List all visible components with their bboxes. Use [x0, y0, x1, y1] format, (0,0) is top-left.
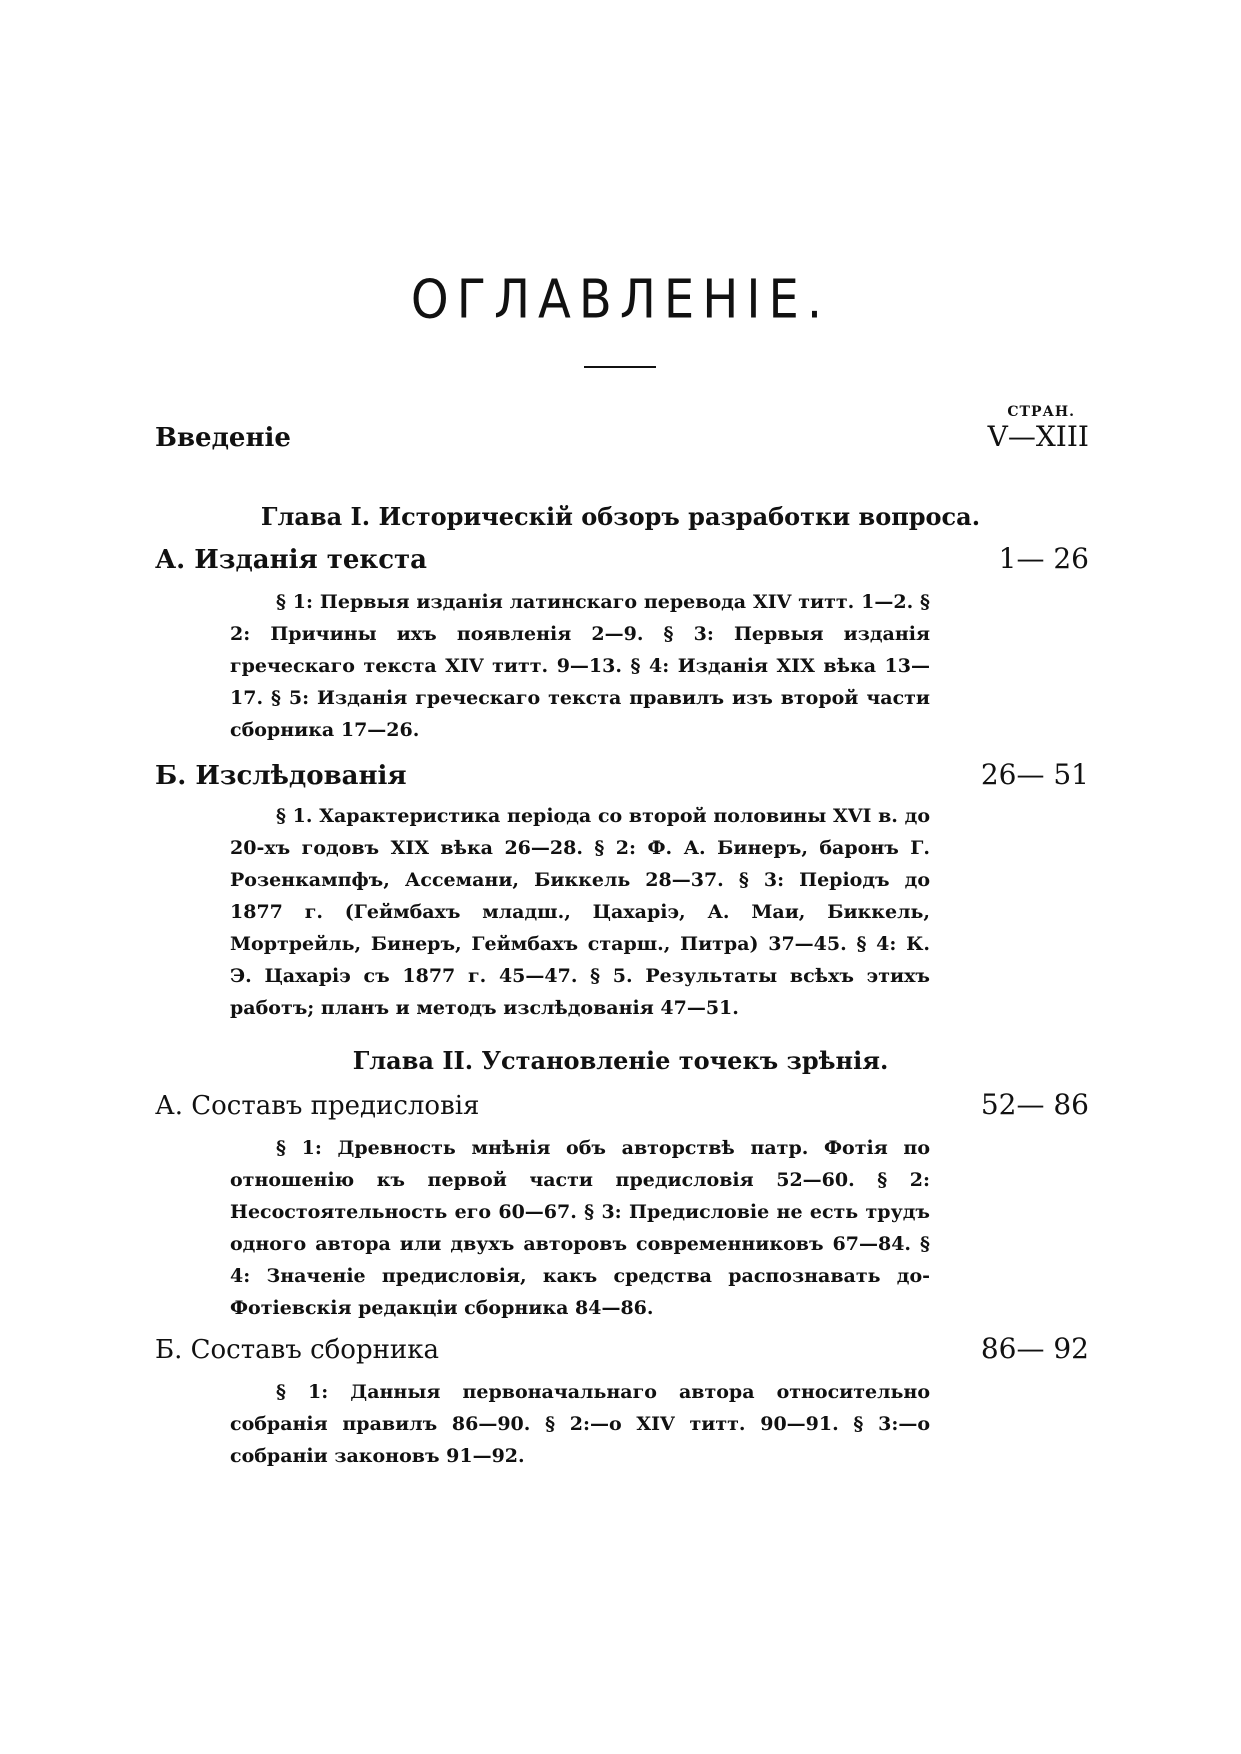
ch2-b-label: Б. Составъ сборника — [155, 1335, 439, 1365]
ch1-a-pages: 1— 26 — [998, 542, 1089, 575]
ch1-b-pages: 26— 51 — [980, 758, 1089, 791]
toc-entry-intro[interactable] — [155, 420, 1089, 453]
toc-entry-ch1-a[interactable] — [155, 542, 1089, 575]
ch2-a-pages: 52— 86 — [980, 1088, 1089, 1121]
ch1-b-label: Б. Изслѣдованія — [155, 761, 407, 791]
intro-pages: V—XIII — [987, 420, 1089, 453]
title-rule — [584, 366, 656, 368]
ch1-a-label: А. Изданія текста — [155, 545, 427, 575]
toc-entry-ch2-a[interactable] — [155, 1088, 1089, 1121]
ch2-a-summary: § 1: Древность мнѣнія объ авторствѣ патр. Фотія по отношенію къ первой части предисловія 52—60. § 2: Несостоятельность его 60—67. § 3: Предисловіе не есть трудъ одного автора или двухъ авторовъ современниковъ 67—84. § 4: Значеніе предисловія, какъ средства распознавать до-Фотіевскія редакціи сборника 84—86. — [230, 1137, 930, 1319]
chapter-2-heading[interactable]: Глава II. Установленіе точекъ зрѣнія. — [352, 1046, 889, 1075]
toc-entry-ch2-b[interactable] — [155, 1332, 1089, 1365]
ch1-a-summary: § 1: Первыя изданія латинскаго перевода XIV титт. 1—2. § 2: Причины ихъ появленія 2—9. § 3: Первыя изданія греческаго текста XIV титт. 9—13. § 4: Изданія XIX вѣка 13—17. § 5: Изданія греческаго текста правилъ изъ второй части сборника 17—26. — [230, 591, 930, 741]
ch2-b-summary: § 1: Данныя первоначальнаго автора относительно собранія правилъ 86—90. § 2:—о XIV титт. 90—91. § 3:—о собраніи законовъ 91—92. — [230, 1381, 930, 1467]
ch2-a-label: А. Составъ предисловія — [155, 1091, 480, 1121]
ch2-b-pages: 86— 92 — [980, 1332, 1089, 1365]
pages-column-header: СТРАН. — [1007, 404, 1075, 420]
page-title: ОГЛАВЛЕНІЕ. — [410, 268, 831, 331]
ch1-b-summary: § 1. Характеристика періода со второй половины XVI в. до 20-хъ годовъ XIX вѣка 26—28. § 2: Ф. А. Бинеръ, баронъ Г. Розенкампфъ, Ассемани, Биккель 28—37. § 3: Періодъ до 1877 г. (Геймбахъ младш., Цахаріэ, А. Маи, Биккель, Мортрейль, Бинеръ, Геймбахъ старш., Питра) 37—45. § 4: К. Э. Цахаріэ съ 1877 г. 45—47. § 5. Результаты всѣхъ этихъ работъ; планъ и методъ изслѣдованія 47—51. — [230, 805, 930, 1019]
chapter-1-heading[interactable]: Глава I. Историческій обзоръ разработки вопроса. — [260, 502, 981, 531]
toc-entry-ch1-b[interactable] — [155, 758, 1089, 791]
intro-label: Введеніе — [155, 423, 291, 453]
